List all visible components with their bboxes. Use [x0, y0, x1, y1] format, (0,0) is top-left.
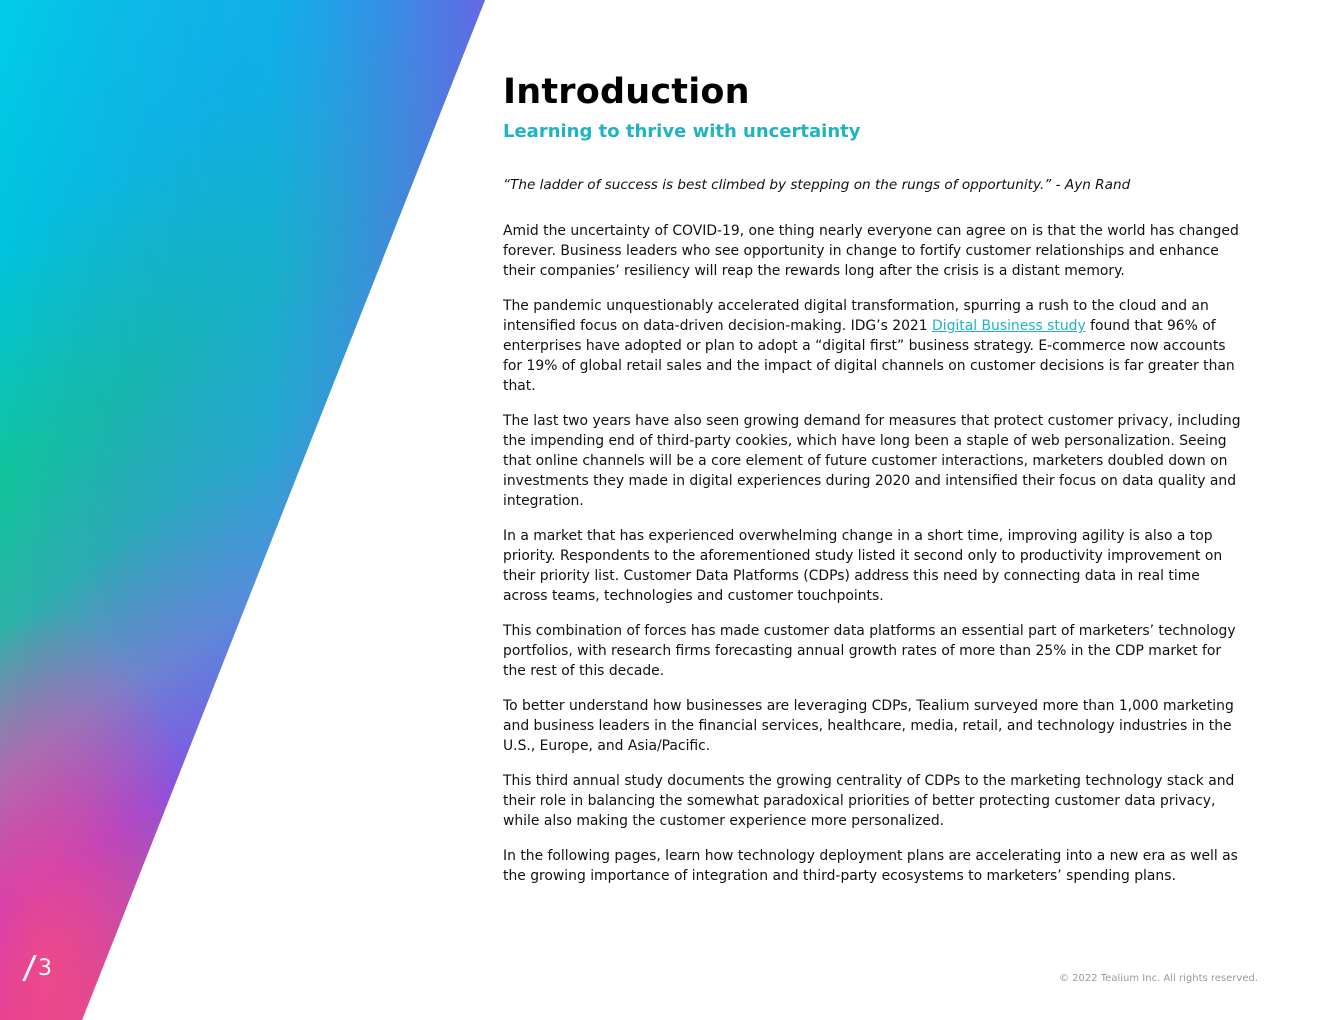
body-text	[503, 221, 1243, 886]
paragraph-5: This combination of forces has made customer data platforms an essential part of marketers’ technology portfolios, with research firms forecasting annual growth rates of more than 25% in the CDP market for the rest of this decade.	[503, 623, 1236, 679]
page-title: Introduction	[503, 72, 750, 112]
page-subtitle: Learning to thrive with uncertainty	[503, 121, 861, 142]
paragraph-7: This third annual study documents the growing centrality of CDPs to the marketing technology stack and their role in balancing the somewhat paradoxical priorities of better protecting customer data privacy, while also making the customer experience more personalized.	[503, 773, 1235, 829]
page-number	[28, 955, 52, 981]
paragraph-1: Amid the uncertainty of COVID-19, one thing nearly everyone can agree on is that the world has changed forever. Business leaders who see opportunity in change to fortify customer relationships and enhance their companies’ resiliency will reap the rewards long after the crisis is a distant memory.	[503, 223, 1239, 279]
page-number-text: 3	[38, 955, 52, 981]
paragraph-2-start: The pandemic unquestionably accelerated digital transformation, spurring a rush to the cloud and an intensified focus on data-driven decision-making. IDG’s 2021	[503, 298, 1209, 334]
paragraph-8: In the following pages, learn how technology deployment plans are accelerating into a new era as well as the growing importance of integration and third-party ecosystems to marketers’ spending plans.	[503, 848, 1238, 884]
paragraph-6: To better understand how businesses are leveraging CDPs, Tealium surveyed more than 1,000 marketing and business leaders in the financial services, healthcare, media, retail, and technology industries in the U.S., Europe, and Asia/Pacific.	[503, 698, 1234, 754]
copyright-notice: © 2022 Tealium Inc. All rights reserved.	[1058, 973, 1258, 984]
opening-quote: “The ladder of success is best climbed by stepping on the rungs of opportunity.” - Ayn Rand	[503, 177, 1131, 193]
paragraph-2	[503, 296, 1243, 396]
digital-business-study-link[interactable]: Digital Business study	[932, 318, 1086, 334]
decorative-gradient-wedge	[0, 0, 490, 1020]
main-content	[503, 70, 1243, 901]
paragraph-4: In a market that has experienced overwhelming change in a short time, improving agility is also a top priority. Respondents to the aforementioned study listed it second only to productivity improvement on their priority list. Customer Data Platforms (CDPs) address this need by connecting data in real time across teams, technologies and customer touchpoints.	[503, 528, 1223, 604]
paragraph-3: The last two years have also seen growing demand for measures that protect customer privacy, including the impending end of third-party cookies, which have long been a staple of web personalization. Seeing that online channels will be a core element of future customer interactions, marketers doubled down on investments they made in digital experiences during 2020 and intensified their focus on data quality and integration.	[503, 413, 1241, 509]
paragraph-2-end: found that 96% of enterprises have adopted or plan to adopt a “digital first” business strategy. E-commerce now accounts for 19% of global retail sales and the impact of digital channels on customer decisions is far greater than that.	[503, 318, 1235, 394]
